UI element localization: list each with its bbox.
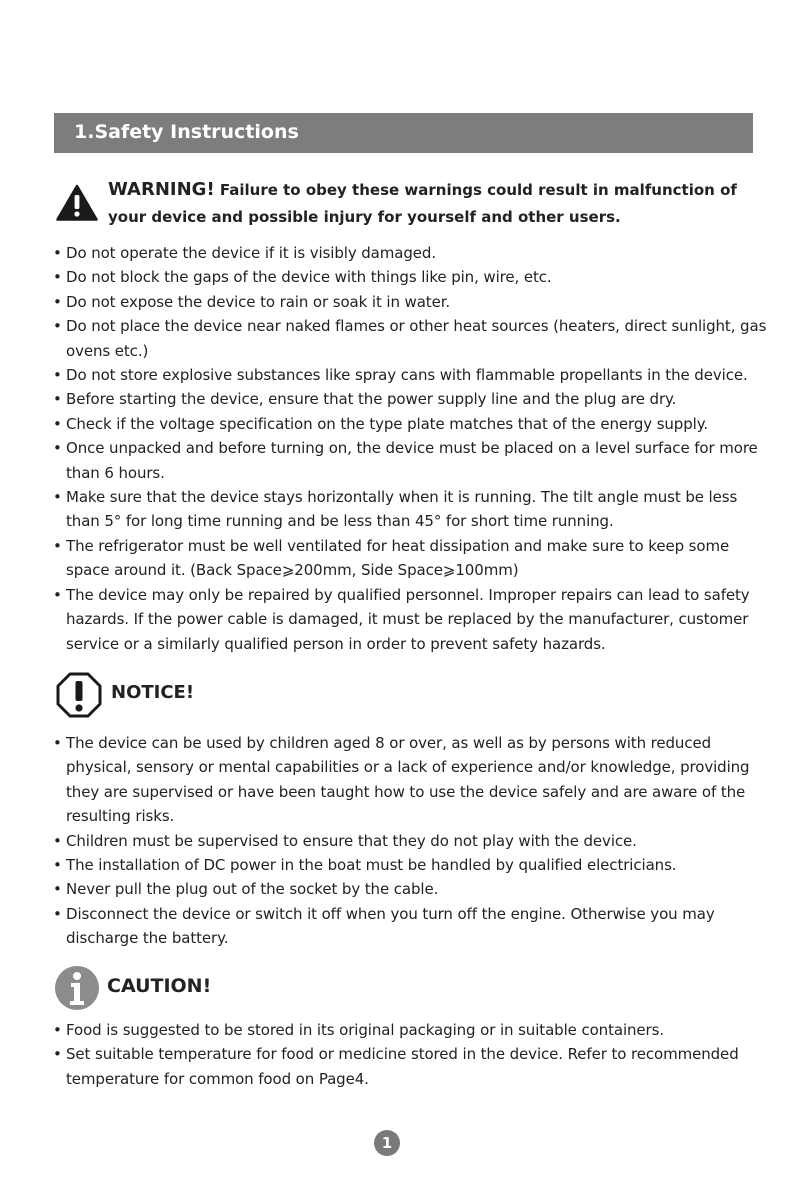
warning-text — [108, 176, 758, 231]
list-item: • Do not store explosive substances like spray cans with flammable propellants in the device. — [53, 363, 768, 387]
list-item: • The device can be used by children aged 8 or over, as well as by persons with reduced physical, sensory or mental capabilities or a lack of experience and/or knowledge, providing they are supervised or have been taught how to use the device safely and are aware of the resulting risks. — [53, 731, 768, 829]
list-item: • Before starting the device, ensure that the power supply line and the plug are dry. — [53, 387, 768, 411]
list-item: • Check if the voltage specification on the type plate matches that of the energy supply. — [53, 412, 768, 436]
warning-list — [53, 241, 768, 656]
page-number: 1 — [374, 1130, 400, 1156]
list-item: • Once unpacked and before turning on, the device must be placed on a level surface for more than 6 hours. — [53, 436, 768, 485]
warning-keyword: WARNING! — [108, 179, 215, 200]
info-circle-icon — [54, 965, 100, 1011]
list-item: • Food is suggested to be stored in its original packaging or in suitable containers. — [53, 1018, 768, 1042]
warning-message: Failure to obey these warnings could result in malfunction of your device and possible injury for yourself and other users. — [108, 181, 737, 226]
list-item: • Set suitable temperature for food or medicine stored in the device. Refer to recommended temperature for common food on Page4. — [53, 1042, 768, 1091]
section-title: 1.Safety Instructions — [74, 121, 299, 143]
caution-list — [53, 1018, 768, 1091]
list-item: • Do not place the device near naked flames or other heat sources (heaters, direct sunlight, gas ovens etc.) — [53, 314, 768, 363]
list-item: • Disconnect the device or switch it off when you turn off the engine. Otherwise you may discharge the battery. — [53, 902, 768, 951]
list-item: • The device may only be repaired by qualified personnel. Improper repairs can lead to safety hazards. If the power cable is damaged, it must be replaced by the manufacturer, customer service or a similarly qualified person in order to prevent safety hazards. — [53, 583, 768, 656]
section-header — [54, 113, 753, 153]
list-item: • Do not operate the device if it is visibly damaged. — [53, 241, 768, 265]
exclamation-octagon-icon — [56, 672, 102, 718]
caution-heading — [54, 965, 212, 1015]
notice-label: NOTICE! — [111, 682, 195, 703]
list-item: • Do not expose the device to rain or soak it in water. — [53, 290, 768, 314]
notice-list — [53, 731, 768, 951]
caution-label: CAUTION! — [107, 975, 212, 997]
list-item: • Children must be supervised to ensure that they do not play with the device. — [53, 829, 768, 853]
notice-heading — [56, 672, 195, 722]
list-item: • The refrigerator must be well ventilated for heat dissipation and make sure to keep some space around it. (Back Space⩾200mm, Side Space⩾100mm) — [53, 534, 768, 583]
list-item: • Never pull the plug out of the socket by the cable. — [53, 877, 768, 901]
list-item: • Do not block the gaps of the device with things like pin, wire, etc. — [53, 265, 768, 289]
list-item: • Make sure that the device stays horizontally when it is running. The tilt angle must be less than 5° for long time running and be less than 45° for short time running. — [53, 485, 768, 534]
list-item: • The installation of DC power in the boat must be handled by qualified electricians. — [53, 853, 768, 877]
warning-triangle-icon — [56, 184, 98, 222]
